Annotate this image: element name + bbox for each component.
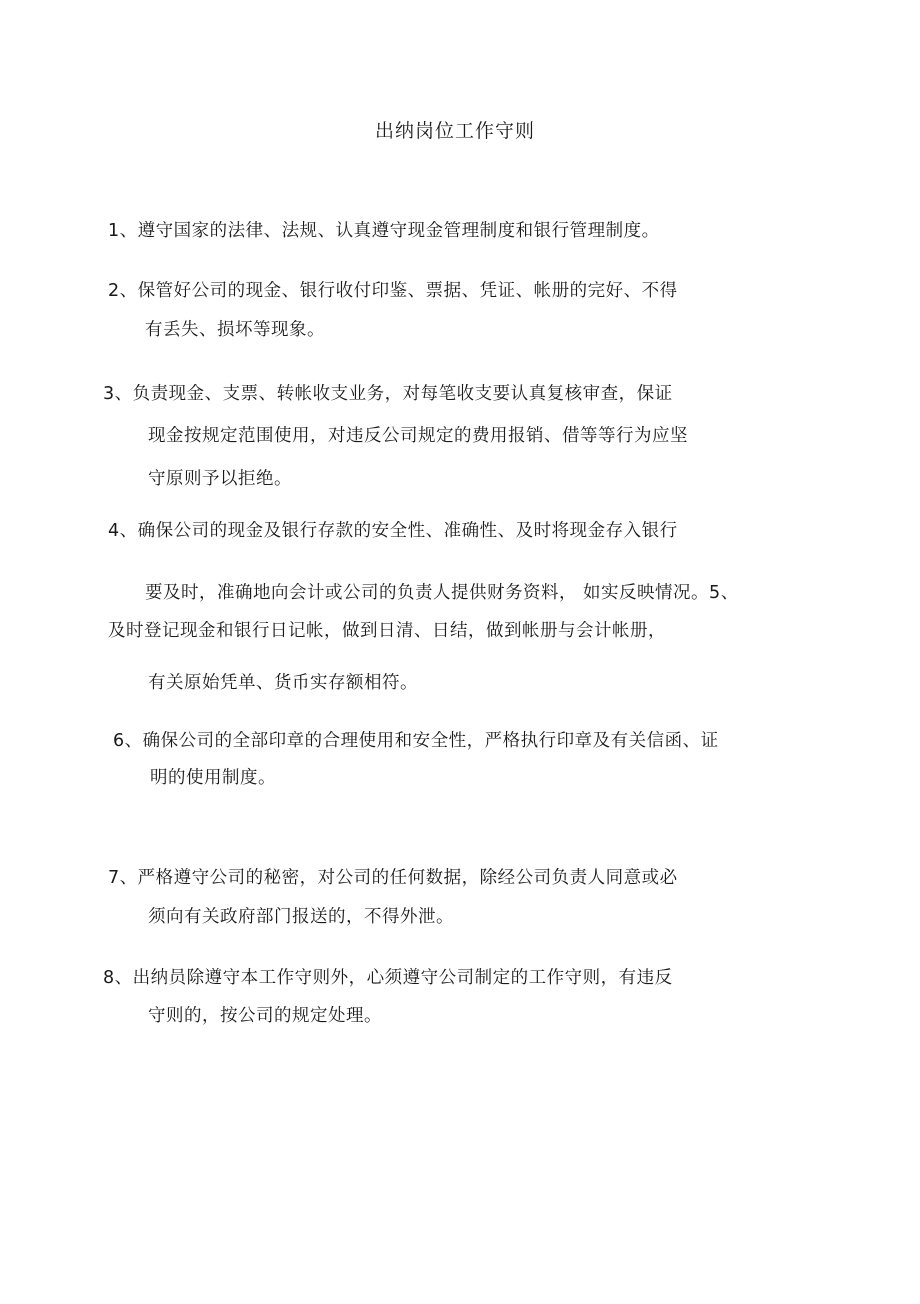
rule-5-line-2: 有关原始凭单、货币实存额相符。 bbox=[148, 673, 418, 693]
rule-3-line-1: 3、负责现金、支票、转帐收支业务，对每笔收支要认真复核审查，保证 bbox=[103, 384, 673, 404]
rule-2-line-1: 2、保管好公司的现金、银行收付印鉴、票据、凭证、帐册的完好、不得 bbox=[108, 281, 678, 301]
rule-6-line-2: 明的使用制度。 bbox=[150, 768, 276, 788]
rule-3-line-2: 现金按规定范围使用，对违反公司规定的费用报销、借等等行为应坚 bbox=[148, 426, 688, 446]
rule-2-line-2: 有丢失、损坏等现象。 bbox=[145, 320, 325, 340]
rule-3-line-3: 守原则予以拒绝。 bbox=[148, 469, 292, 489]
rule-6-line-1: 6、确保公司的全部印章的合理使用和安全性，严格执行印章及有关信函、证 bbox=[113, 731, 719, 751]
rule-7-line-2: 须向有关政府部门报送的，不得外泄。 bbox=[148, 907, 454, 927]
rule-7-line-1: 7、严格遵守公司的秘密，对公司的任何数据，除经公司负责人同意或必 bbox=[108, 868, 678, 888]
rule-1-line-1: 1、遵守国家的法律、法规、认真遵守现金管理制度和银行管理制度。 bbox=[108, 221, 660, 241]
rule-8-line-1: 8、出纳员除遵守本工作守则外，心须遵守公司制定的工作守则，有违反 bbox=[103, 968, 673, 988]
rule-8-line-2: 守则的，按公司的规定处理。 bbox=[148, 1006, 382, 1026]
rule-4-line-2: 要及时，准确地向会计或公司的负责人提供财务资料， 如实反映情况。5、 bbox=[145, 583, 739, 603]
rule-4-line-1: 4、确保公司的现金及银行存款的安全性、准确性、及时将现金存入银行 bbox=[108, 521, 678, 541]
document-title: 出纳岗位工作守则 bbox=[374, 120, 535, 142]
rule-5-line-1: 及时登记现金和银行日记帐，做到日清、日结，做到帐册与会计帐册， bbox=[108, 621, 666, 641]
